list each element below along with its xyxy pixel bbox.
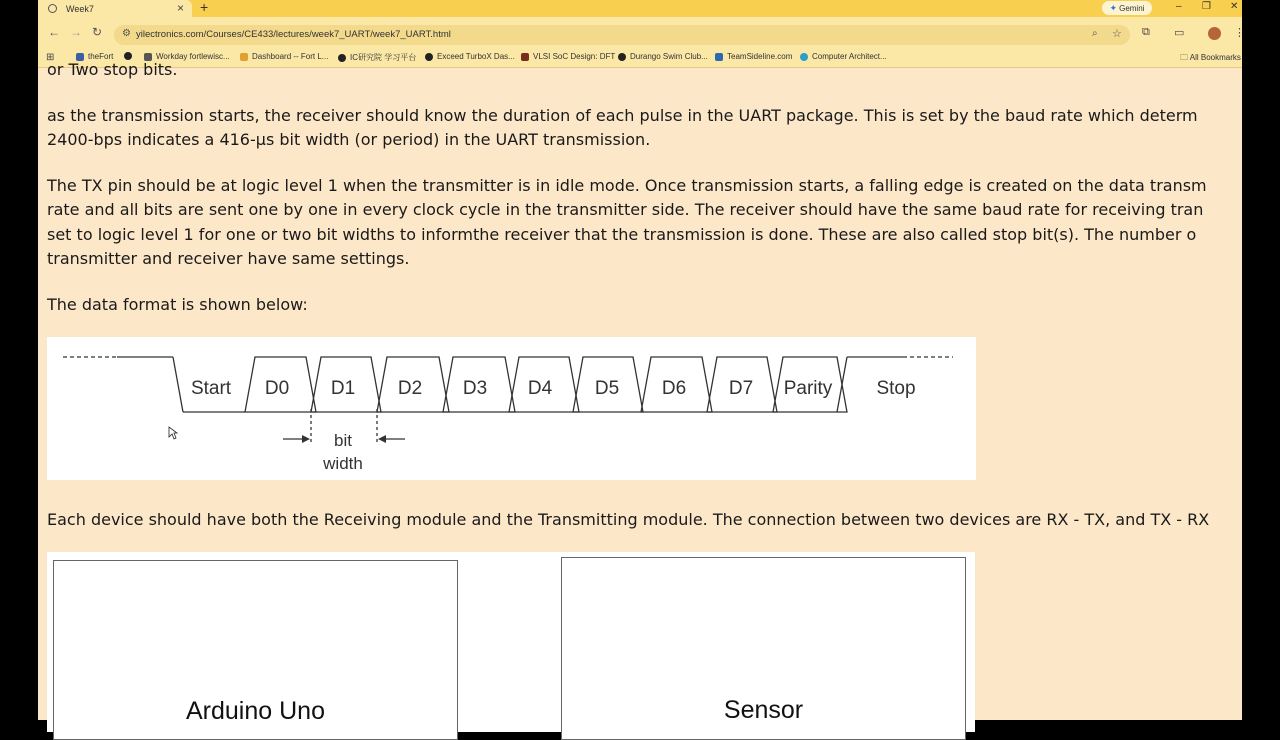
- paragraph-text: The TX pin should be at logic level 1 when the transmitter is in idle mode. Once transmission starts, a falling edge is created on the data transm: [47, 176, 1207, 195]
- toolbar: [38, 17, 1245, 48]
- bit-label-d1: D1: [330, 378, 356, 399]
- arrowhead-right: [302, 435, 310, 443]
- uart-frame-svg: [47, 337, 976, 480]
- bit-label-d4: D4: [527, 378, 553, 399]
- paragraph-text: Each device should have both the Receiving module and the Transmitting module. The connection between two devices are RX - TX, and TX - RX: [47, 510, 1210, 529]
- paragraph-text: transmitter and receiver have same settings.: [47, 249, 410, 268]
- gemini-button[interactable]: [1102, 1, 1152, 15]
- stop-label: Stop: [876, 378, 916, 399]
- bookmark-label: VLSI SoC Design: DFT: [533, 52, 616, 61]
- bit-label-d3: D3: [462, 378, 488, 399]
- uart-frame-diagram: [47, 337, 976, 480]
- bookmark-label: TeamSideline.com: [727, 52, 793, 61]
- bit-width-label: bit: [334, 431, 352, 450]
- arduino-uno-box: [53, 560, 458, 740]
- bookmark-favicon: [240, 53, 248, 61]
- new-tab-button[interactable]: +: [200, 0, 209, 15]
- reload-icon[interactable]: ↻: [92, 25, 103, 39]
- tab-week7[interactable]: [38, 0, 192, 17]
- all-bookmarks-label: All Bookmarks: [1189, 53, 1241, 62]
- cast-icon[interactable]: ▭: [1174, 27, 1185, 39]
- bookmark-favicon: [521, 53, 529, 61]
- section-heading: The data format is shown below:: [47, 295, 308, 314]
- url-text[interactable]: yilectronics.com/Courses/CE433/lectures/week7_UART/week7_UART.html: [136, 29, 451, 40]
- apps-grid-icon[interactable]: ⊞: [46, 52, 55, 63]
- parity-label: Parity: [783, 378, 833, 399]
- bookmark-label: Dashboard -- Fort L...: [252, 52, 329, 61]
- bookmark-item[interactable]: [240, 52, 328, 61]
- start-label: Start: [190, 378, 232, 399]
- close-icon[interactable]: ×: [176, 1, 184, 15]
- bookmark-favicon: [618, 53, 626, 61]
- bit-label-d7: D7: [728, 378, 754, 399]
- bookmark-item[interactable]: [521, 52, 615, 61]
- arduino-uno-label: Arduino Uno: [186, 697, 325, 725]
- bit-label-d2: D2: [397, 378, 423, 399]
- bit-width-label: width: [323, 454, 363, 473]
- bookmark-favicon: [338, 54, 346, 62]
- bookmark-favicon: [124, 52, 132, 60]
- bookmark-item[interactable]: [800, 52, 887, 61]
- bookmarks-bar: [38, 48, 1242, 68]
- bookmark-favicon: [715, 53, 723, 61]
- extensions-icon[interactable]: ⧉: [1142, 26, 1150, 38]
- folder-icon: 🗀: [1180, 53, 1188, 62]
- address-bar[interactable]: [114, 25, 1130, 45]
- start-falling-edge: [173, 357, 183, 412]
- profile-avatar[interactable]: [1208, 27, 1221, 40]
- paragraph-text: set to logic level 1 for one or two bit widths to informthe receiver that the transmission is done. These are also called stop bit(s). The number o: [47, 225, 1197, 244]
- browser-window: [38, 0, 1245, 725]
- bookmark-item[interactable]: [124, 52, 132, 60]
- gemini-sparkle-icon: ✦: [1109, 2, 1118, 13]
- paragraph-text: rate and all bits are sent one by one in every clock cycle in the transmitter side. The receiver should have the same baud rate for receiving tran: [47, 200, 1204, 219]
- restore-icon[interactable]: ❐: [1202, 1, 1211, 12]
- mouse-cursor-icon: [168, 426, 178, 440]
- page-content: [38, 60, 1242, 725]
- paragraph-text: as the transmission starts, the receiver should know the duration of each pulse in the UART package. This is set by the baud rate which determ: [47, 106, 1198, 125]
- bookmark-favicon: [425, 53, 433, 61]
- bookmark-label: Exceed TurboX Das...: [437, 52, 515, 61]
- sensor-box: [561, 557, 966, 740]
- bit-label-d5: D5: [594, 378, 620, 399]
- bit-label-d0: D0: [264, 378, 290, 399]
- back-arrow-icon[interactable]: ←: [48, 25, 60, 39]
- all-bookmarks-button[interactable]: [1180, 52, 1241, 66]
- bookmark-item[interactable]: [338, 52, 416, 63]
- site-settings-icon[interactable]: ⚙: [122, 28, 131, 39]
- bookmark-star-icon[interactable]: ☆: [1112, 28, 1122, 40]
- bookmark-label: Workday fortlewisc...: [156, 52, 230, 61]
- zoom-icon[interactable]: ⌕: [1092, 28, 1098, 39]
- partial-text-line: or Two stop bits.: [47, 60, 178, 79]
- globe-icon: [48, 4, 57, 13]
- bookmark-label: Computer Architect...: [812, 52, 887, 61]
- forward-arrow-icon[interactable]: →: [70, 25, 82, 39]
- bookmark-favicon: [800, 53, 808, 61]
- paragraph-text: 2400-bps indicates a 416-μs bit width (or period) in the UART transmission.: [47, 130, 651, 149]
- tab-title: Week7: [66, 3, 94, 14]
- bookmark-label: theFort: [88, 52, 114, 61]
- sensor-label: Sensor: [723, 696, 804, 724]
- tab-strip: [38, 0, 1242, 17]
- bookmark-label: Durango Swim Club...: [630, 52, 708, 61]
- bookmark-label: IC研究院 学习平台: [350, 53, 417, 62]
- menu-kebab-icon[interactable]: ⋮: [1234, 27, 1245, 39]
- bookmark-item[interactable]: [618, 52, 708, 61]
- connection-diagram: [47, 552, 975, 732]
- bookmark-item[interactable]: [425, 52, 515, 61]
- minimize-icon[interactable]: –: [1176, 1, 1182, 12]
- bookmark-item[interactable]: [715, 52, 792, 61]
- gemini-label: Gemini: [1119, 3, 1145, 13]
- arrowhead-left: [378, 435, 386, 443]
- bit-label-d6: D6: [661, 378, 687, 399]
- window-close-icon[interactable]: ✕: [1230, 1, 1239, 12]
